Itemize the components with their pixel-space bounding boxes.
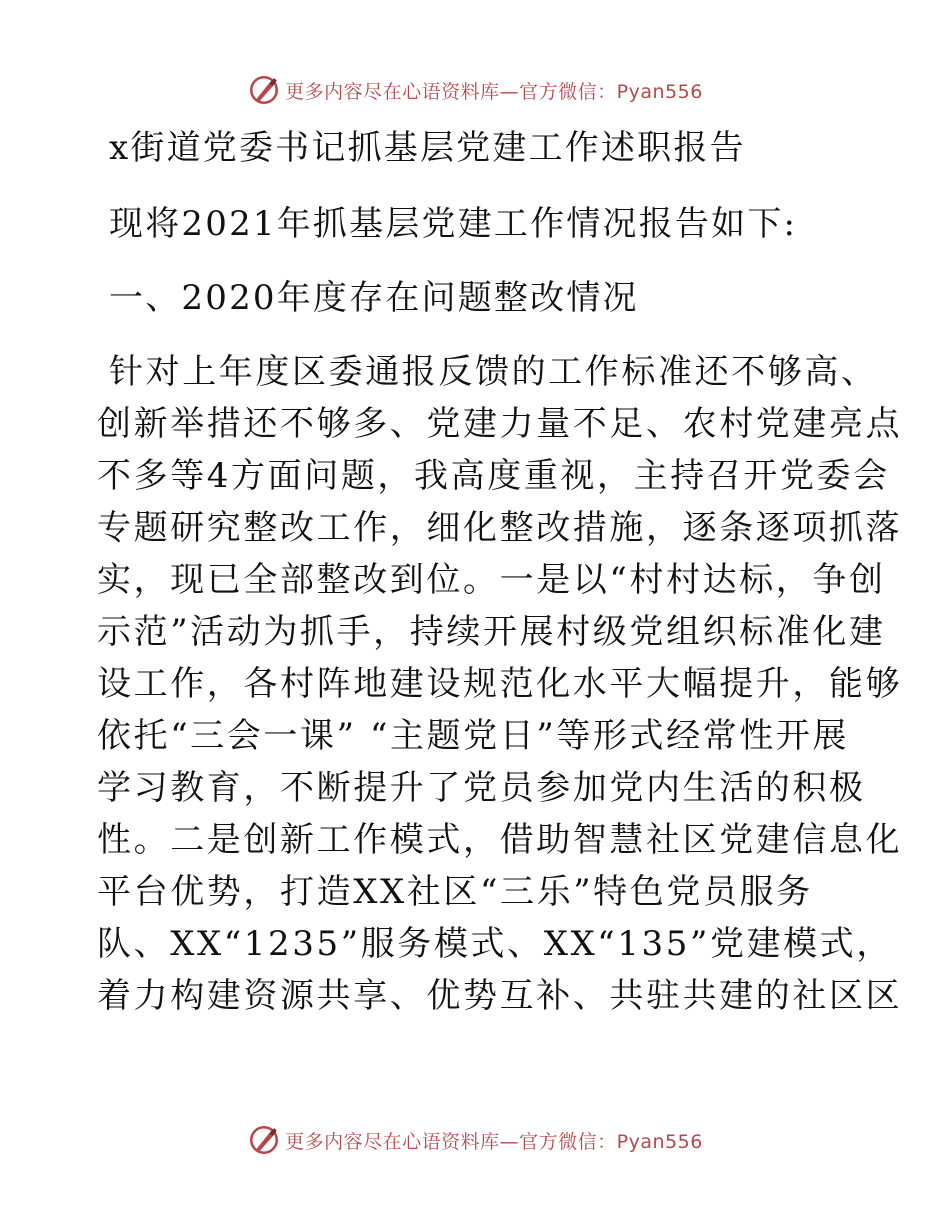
pen-logo-icon [247, 1123, 281, 1157]
body-line: 创新举措还不够多、党建力量不足、农村党建亮点 [97, 404, 903, 444]
body-line: 针对上年度区委通报反馈的工作标准还不够高、 [109, 352, 878, 392]
body-line: 示范”活动为抓手，持续开展村级党组织标准化建 [97, 612, 886, 652]
body-line: 学习教育，不断提升了党员参加党内生活的积极 [97, 768, 866, 808]
document-body [97, 122, 903, 1022]
body-line: 平台优势，打造XX社区“三乐”特色党员服务 [97, 872, 813, 912]
watermark-banner-bottom [0, 1120, 950, 1160]
body-line: 专题研究整改工作，细化整改措施，逐条逐项抓落 [97, 508, 903, 548]
intro-paragraph: 现将2021年抓基层党建工作情况报告如下: [109, 204, 798, 244]
pen-logo-icon [247, 73, 281, 107]
body-paragraph [97, 346, 903, 1022]
watermark-text: 更多内容尽在心语资料库—官方微信：Pyan556 [285, 1130, 703, 1153]
body-line: 设工作，各村阵地建设规范化水平大幅提升，能够 [97, 664, 903, 704]
body-line: 实，现已全部整改到位。一是以“村村达标，争创 [97, 560, 886, 600]
body-line: 性。二是创新工作模式，借助智慧社区党建信息化 [97, 820, 903, 860]
body-line: 不多等4方面问题，我高度重视，主持召开党委会 [97, 456, 890, 496]
body-line: 队、XX“1235”服务模式、XX“135”党建模式， [97, 924, 893, 964]
body-line: 依托“三会一课” “主题党日”等形式经常性开展 [97, 716, 850, 756]
document-title: x街道党委书记抓基层党建工作述职报告 [109, 128, 746, 168]
body-line: 着力构建资源共享、优势互补、共驻共建的社区区 [97, 976, 903, 1016]
watermark-text: 更多内容尽在心语资料库—官方微信：Pyan556 [285, 80, 703, 103]
watermark-banner-top [0, 70, 950, 110]
section-heading: 一、2020年度存在问题整改情况 [109, 278, 639, 318]
